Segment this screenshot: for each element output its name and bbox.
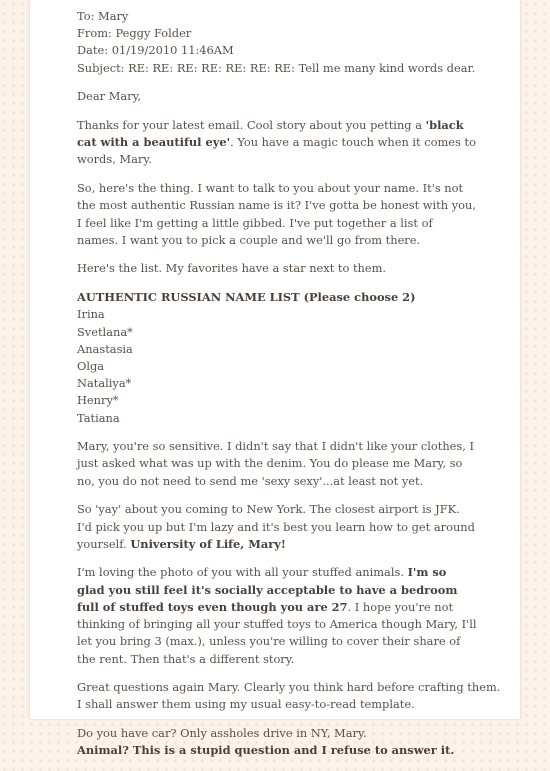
paragraph-text: Thanks for your latest email. Cool story about you petting a	[77, 118, 426, 133]
name-list-item: Svetlana*	[77, 324, 133, 339]
paragraph-name: So, here's the thing. I want to talk to you about your name. It's not the most authentic Russian name is it? I've gotta be honest with you, I feel like I'm getting a little gibbed. I've put together a list of names. I want you to pick a couple and we'll go from there.	[77, 181, 476, 247]
paragraph-line: Do you have car? Only assholes drive in NY, Mary.	[77, 726, 367, 741]
letter-sheet	[30, 0, 520, 758]
paragraph-new-york	[77, 501, 477, 553]
paragraph-emphasis: I'm so glad you still feel it's socially acceptable to have a bedroom full of stuffed toys even though you are 27	[77, 565, 458, 614]
paragraph-emphasis: 'black cat with a beautiful eye'	[77, 118, 464, 150]
name-list-item: Nataliya*	[77, 376, 132, 391]
email-to: To: Mary	[77, 9, 129, 23]
paragraph-line-emphasis: Animal? This is a stupid question and I refuse to answer it.	[77, 743, 455, 758]
paragraph-text: I'm loving the photo of you with all your stuffed animals.	[77, 565, 408, 580]
name-list	[77, 289, 477, 427]
paragraph-emphasis: University of Life, Mary!	[130, 536, 286, 551]
paragraph-line: I shall answer them using my usual easy-to-read template.	[77, 697, 415, 712]
greeting: Dear Mary,	[77, 89, 142, 104]
paragraph-cat-story	[77, 117, 477, 169]
name-list-heading: AUTHENTIC RUSSIAN NAME LIST (Please choose 2)	[77, 290, 416, 305]
paragraph-text: . You have a magic touch when it comes to words, Mary.	[77, 135, 476, 167]
name-list-item: Irina	[77, 307, 105, 322]
email-header	[77, 8, 477, 77]
paragraph-line: Great questions again Mary. Clearly you think hard before crafting them.	[77, 680, 501, 695]
name-list-item: Olga	[77, 358, 105, 373]
paragraph-answers	[77, 725, 477, 759]
name-list-item: Henry*	[77, 393, 119, 408]
paragraph-clothes: Mary, you're so sensitive. I didn't say that I didn't like your clothes, I just asked what was up with the denim. You do please me Mary, so no, you do not need to send me 'sexy sexy'...at least not yet.	[77, 439, 474, 488]
email-from: From: Peggy Folder	[77, 26, 192, 41]
paragraph-text: . I hope you're not thinking of bringing all your stuffed toys to America though Mary, I'll let you bring 3 (max.), unless you're willing to cover their share of the rent. Then that's a different story.	[77, 599, 477, 666]
email-date: Date: 01/19/2010 11:46AM	[77, 43, 234, 58]
letter-content	[77, 8, 501, 771]
paragraph-questions	[77, 679, 501, 713]
paragraph-list-intro: Here's the list. My favorites have a star next to them.	[77, 261, 387, 276]
name-list-item: Anastasia	[77, 341, 133, 356]
email-subject: Subject: RE: RE: RE: RE: RE: RE: RE: Tell me many kind words dear.	[77, 60, 476, 75]
paragraph-text: So 'yay' about you coming to New York. The closest airport is JFK. I'd pick you up but I'm lazy and it's best you learn how to get around yourself.	[77, 502, 475, 551]
name-list-item: Tatiana	[77, 410, 120, 425]
paragraph-stuffed-animals	[77, 564, 477, 667]
